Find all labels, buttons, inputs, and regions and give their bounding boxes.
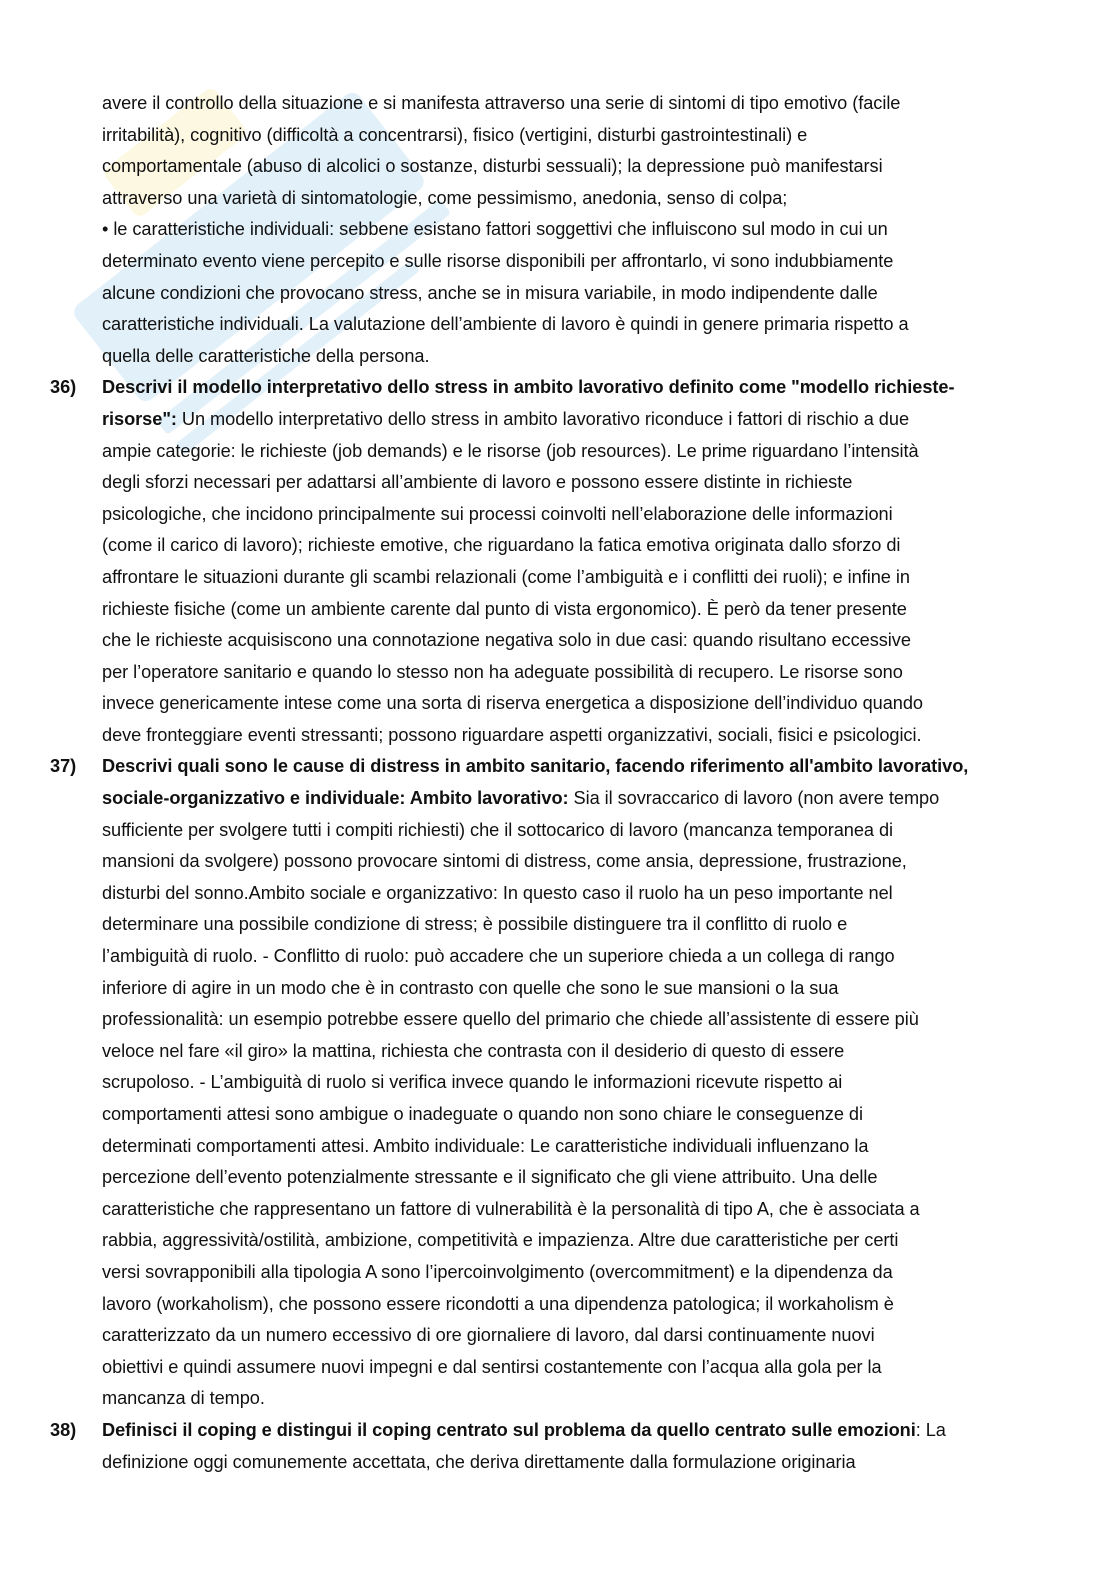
text-line: ampie categorie: le richieste (job demands) e le risorse (job resources). Le prime riguardano l’intensità: [102, 440, 919, 461]
text-line: alcune condizioni che provocano stress, anche se in misura variabile, in modo indipendente dalle: [102, 282, 878, 303]
text-line: invece genericamente intese come una sorta di riserva energetica a disposizione dell’individuo quando: [102, 693, 923, 714]
answer-text: : La: [915, 1419, 946, 1440]
text-line: per l’operatore sanitario e quando lo stesso non ha adeguate possibilità di recupero. Le risorse sono: [102, 661, 903, 682]
question-title: Definisci il coping e distingui il coping centrato sul problema da quello centrato sulle emozioni: [102, 1419, 916, 1440]
question-title: Descrivi quali sono le cause di distress in ambito sanitario, facendo riferimento all'ambito lavorativo,: [102, 756, 969, 777]
text-line: definizione oggi comunemente accettata, che deriva direttamente dalla formulazione originaria: [102, 1451, 856, 1472]
text-line: rabbia, aggressività/ostilità, ambizione, competitività e impazienza. Altre due caratteristiche per certi: [102, 1230, 899, 1251]
text-line: quella delle caratteristiche della persona.: [102, 345, 430, 366]
question-title: sociale-organizzativo e individuale: Ambito lavorativo:: [102, 788, 569, 809]
question-number: 38): [50, 1419, 77, 1440]
text-line: determinato evento viene percepito e sulle risorse disponibili per affrontarlo, vi sono indubbiamente: [102, 250, 894, 271]
text-line: caratterizzato da un numero eccessivo di ore giornaliere di lavoro, dal darsi continuamente nuovi: [102, 1325, 875, 1346]
question-38-heading: [0, 1415, 1116, 1447]
text-line: comportamentale (abuso di alcolici o sostanze, disturbi sessuali); la depressione può manifestarsi: [102, 156, 883, 177]
text-line: degli sforzi necessari per adattarsi all’ambiente di lavoro e possono essere distinte in richieste: [102, 472, 853, 493]
text-line: caratteristiche individuali. La valutazione dell’ambiente di lavoro è quindi in genere primaria rispetto a: [102, 314, 909, 335]
text-line: determinare una possibile condizione di stress; è possibile distinguere tra il conflitto di ruolo e: [102, 914, 848, 935]
question-title: Descrivi il modello interpretativo dello stress in ambito lavorativo definito come "modello richieste-: [102, 377, 955, 398]
text-line: affrontare le situazioni durante gli scambi relazionali (come l’ambiguità e i conflitti dei ruoli); e infine in: [102, 566, 910, 587]
question-title: risorse":: [102, 408, 177, 429]
text-line: [0, 404, 1116, 436]
answer-text: Sia il sovraccarico di lavoro (non avere tempo: [568, 788, 940, 809]
question-37-heading: [0, 751, 1116, 783]
text-line: comportamenti attesi sono ambigue o inadeguate o quando non sono chiare le conseguenze di: [102, 1104, 863, 1124]
text-line: lavoro (workaholism), che possono essere ricondotti a una dipendenza patologica; il workaholism è: [102, 1293, 894, 1314]
text-line: deve fronteggiare eventi stressanti; possono riguardare aspetti organizzativi, sociali, fisici e psicologici.: [102, 724, 922, 745]
text-line: scrupoloso. - L’ambiguità di ruolo si verifica invece quando le informazioni ricevute rispetto ai: [102, 1072, 843, 1093]
text-line: psicologiche, che incidono principalmente sui processi coinvolti nell’elaborazione delle informazioni: [102, 503, 893, 524]
text-line: che le richieste acquisiscono una connotazione negativa solo in due casi: quando risultano eccessive: [102, 630, 911, 651]
text-line: mancanza di tempo.: [102, 1388, 265, 1409]
document-body: [0, 88, 1116, 1478]
question-36-heading: [0, 372, 1116, 404]
question-number: 36): [50, 377, 77, 398]
text-line: disturbi del sonno.Ambito sociale e organizzativo: In questo caso il ruolo ha un peso importante nel: [102, 882, 893, 903]
text-line: caratteristiche che rappresentano un fattore di vulnerabilità è la personalità di tipo A, che è associata a: [102, 1198, 920, 1219]
text-line: percezione dell’evento potenzialmente stressante e il significato che gli viene attribuito. Una delle: [102, 1167, 878, 1188]
text-line: attraverso una varietà di sintomatologie, come pessimismo, anedonia, senso di colpa;: [102, 187, 788, 208]
question-number: 37): [50, 756, 77, 777]
text-line: irritabilità), cognitivo (difficoltà a concentrarsi), fisico (vertigini, disturbi gastrointestinali) e: [102, 124, 808, 145]
text-line: veloce nel fare «il giro» la mattina, richiesta che contrasta con il desiderio di questo di essere: [102, 1040, 845, 1061]
text-line: professionalità: un esempio potrebbe essere quello del primario che chiede all’assistente di essere più: [102, 1009, 919, 1030]
text-line: richieste fisiche (come un ambiente carente dal punto di vista ergonomico). È però da tener presente: [102, 598, 907, 619]
text-line: l’ambiguità di ruolo. - Conflitto di ruolo: può accadere che un superiore chieda a un collega di rango: [102, 946, 895, 967]
bullet-line: • le caratteristiche individuali: sebbene esistano fattori soggettivi che influiscono sul modo in cui un: [102, 219, 888, 240]
text-line: inferiore di agire in un modo che è in contrasto con quelle che sono le sue mansioni o la sua: [102, 977, 839, 998]
text-line: determinati comportamenti attesi. Ambito individuale: Le caratteristiche individuali influenzano la: [102, 1135, 869, 1156]
text-line: versi sovrapponibili alla tipologia A sono l’ipercoinvolgimento (overcommitment) e la dipendenza da: [102, 1261, 893, 1282]
text-line: (come il carico di lavoro); richieste emotive, che riguardano la fatica emotiva originata dallo sforzo di: [102, 535, 901, 556]
text-line: sufficiente per svolgere tutti i compiti richiesti) che il sottocarico di lavoro (mancanza temporanea di: [102, 819, 894, 840]
text-line: obiettivi e quindi assumere nuovi impegni e dal sentirsi costantemente con l’acqua alla gola per la: [102, 1356, 882, 1377]
text-line: avere il controllo della situazione e si manifesta attraverso una serie di sintomi di tipo emotivo (facile: [102, 93, 901, 113]
answer-text: Un modello interpretativo dello stress in ambito lavorativo riconduce i fattori di rischio a due: [176, 408, 910, 429]
text-line: mansioni da svolgere) possono provocare sintomi di distress, come ansia, depressione, frustrazione,: [102, 851, 907, 872]
text-line: [0, 783, 1116, 815]
